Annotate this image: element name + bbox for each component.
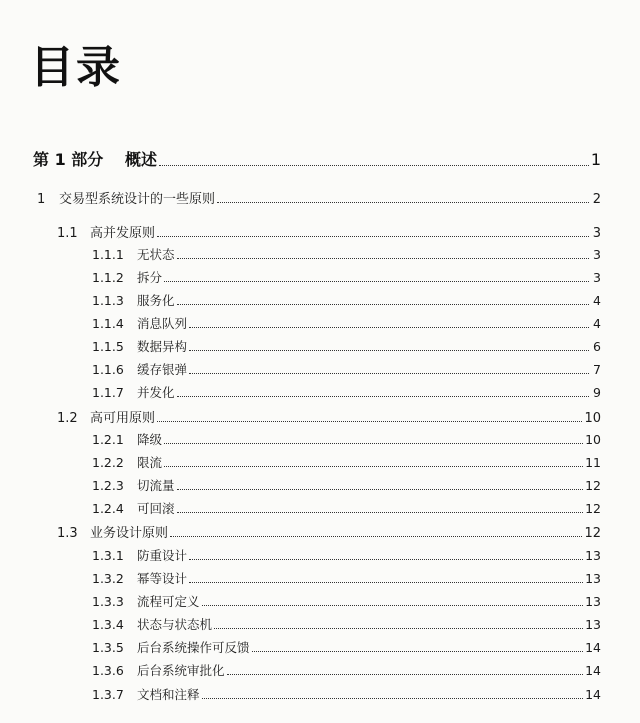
toc-entry-page: 14 (585, 663, 601, 678)
toc-leader-dots (189, 559, 583, 560)
toc-entry-page: 13 (585, 571, 601, 586)
toc-entry-page: 12 (584, 526, 601, 541)
toc-entry-page: 10 (585, 432, 601, 447)
toc-entry[interactable] (57, 222, 601, 241)
toc-entry[interactable] (92, 638, 601, 656)
toc-entry[interactable] (92, 453, 601, 471)
toc-leader-dots (164, 443, 583, 444)
toc-entry-page: 13 (585, 617, 601, 632)
toc-entry-number: 1.2.2 (92, 455, 124, 470)
toc-entry-number: 1.2.4 (92, 501, 124, 516)
page-title: 目录 (30, 42, 122, 94)
toc-entry-number: 1.1 (57, 226, 78, 241)
toc-leader-dots (159, 165, 589, 166)
toc-entry[interactable] (92, 685, 601, 703)
toc-leader-dots (170, 536, 582, 537)
toc-entry-number: 1.2.1 (92, 432, 124, 447)
toc-entry-page: 13 (585, 548, 601, 563)
toc-entry-title: 业务设计原则 (90, 526, 169, 541)
toc-entry-title: 服务化 (137, 293, 175, 308)
toc-entry-number: 1.1.2 (92, 270, 124, 285)
toc-leader-dots (164, 466, 583, 467)
toc-leader-dots (177, 304, 589, 305)
toc-entry-title: 状态与状态机 (137, 617, 213, 632)
toc-leader-dots (214, 628, 583, 629)
toc-entry-page: 4 (593, 316, 601, 331)
toc-entry-page: 12 (585, 501, 601, 516)
toc-entry-title: 后台系统操作可反馈 (137, 640, 250, 655)
toc-entry-page: 7 (593, 362, 601, 377)
toc-entry[interactable] (92, 615, 601, 633)
toc-leader-dots (157, 236, 589, 237)
toc-entry-title: 高并发原则 (90, 226, 156, 241)
toc-entry-title: 可回滚 (137, 501, 175, 516)
toc-leader-dots (189, 350, 589, 351)
toc-leader-dots (202, 698, 584, 699)
toc-entry-number: 1.3.4 (92, 617, 124, 632)
toc-entry-title: 概述 (125, 150, 158, 169)
toc-entry-page: 14 (585, 687, 601, 702)
toc-entry-number: 1.2.3 (92, 478, 124, 493)
toc-entry[interactable] (92, 337, 601, 355)
toc-entry[interactable] (92, 245, 601, 263)
toc-entry-page: 13 (585, 594, 601, 609)
toc-leader-dots (202, 605, 584, 606)
toc-entry-page: 1 (590, 150, 601, 169)
toc-entry-page: 10 (584, 411, 601, 426)
toc-entry-number: 1 (37, 192, 46, 207)
toc-leader-dots (177, 512, 584, 513)
toc-leader-dots (252, 651, 584, 652)
toc-entry-title: 幂等设计 (137, 571, 188, 586)
toc-entry-page: 3 (593, 270, 601, 285)
toc-entry-number: 1.3.7 (92, 687, 124, 702)
toc-entry-page: 9 (593, 385, 601, 400)
toc-entry-title: 高可用原则 (90, 411, 156, 426)
toc-entry-page: 12 (585, 478, 601, 493)
toc-entry-title: 并发化 (137, 385, 175, 400)
toc-leader-dots (189, 373, 589, 374)
toc-leader-dots (177, 396, 589, 397)
toc-entry-number: 1.3.1 (92, 548, 124, 563)
toc-entry[interactable] (92, 360, 601, 378)
toc-entry[interactable] (33, 147, 601, 170)
toc-entry-title: 限流 (137, 455, 163, 470)
toc-entry[interactable] (57, 522, 601, 541)
toc-entry[interactable] (92, 546, 601, 564)
toc-entry-page: 11 (585, 455, 601, 470)
toc-entry-page: 3 (592, 226, 601, 241)
toc-entry-number: 1.1.5 (92, 339, 124, 354)
toc-entry[interactable] (92, 592, 601, 610)
toc-entry[interactable] (92, 499, 601, 517)
toc-entry-title: 无状态 (137, 247, 175, 262)
toc-entry-number: 1.3 (57, 526, 78, 541)
toc-entry-number: 1.3.3 (92, 594, 124, 609)
toc-entry-number: 1.3.5 (92, 640, 124, 655)
toc-entry-title: 缓存银弹 (137, 362, 188, 377)
toc-entry-page: 14 (585, 640, 601, 655)
toc-entry-title: 消息队列 (137, 316, 188, 331)
toc-leader-dots (217, 202, 589, 203)
toc-entry-number: 1.3.6 (92, 663, 124, 678)
toc-leader-dots (177, 258, 589, 259)
toc-entry-title: 数据异构 (137, 339, 188, 354)
toc-leader-dots (157, 421, 582, 422)
toc-entry-number: 1.3.2 (92, 571, 124, 586)
toc-entry[interactable] (92, 383, 601, 401)
toc-entry-title: 交易型系统设计的一些原则 (59, 192, 216, 207)
toc-entry-number: 1.1.1 (92, 247, 124, 262)
toc-entry-title: 后台系统审批化 (137, 663, 225, 678)
toc-entry-page: 4 (593, 293, 601, 308)
toc-entry-title: 降级 (137, 432, 163, 447)
toc-entry-number: 1.1.7 (92, 385, 124, 400)
toc-entry-number: 1.1.3 (92, 293, 124, 308)
toc-entry[interactable] (92, 268, 601, 286)
toc-entry[interactable] (92, 661, 601, 679)
toc-leader-dots (164, 281, 589, 282)
toc-leader-dots (177, 489, 584, 490)
toc-entry[interactable] (92, 569, 601, 587)
toc-entry[interactable] (57, 407, 601, 426)
toc-entry-title: 拆分 (137, 270, 163, 285)
toc-entry[interactable] (92, 314, 601, 332)
toc-entry-title: 防重设计 (137, 548, 188, 563)
toc-entry[interactable] (92, 430, 601, 448)
toc-entry[interactable] (37, 188, 601, 207)
toc-entry-number: 1.1.6 (92, 362, 124, 377)
toc-entry-page: 6 (593, 339, 601, 354)
toc-leader-dots (227, 674, 584, 675)
toc-leader-dots (189, 327, 589, 328)
toc-entry[interactable] (92, 476, 601, 494)
toc-entry-page: 2 (592, 192, 601, 207)
toc-entry-title: 流程可定义 (137, 594, 200, 609)
toc-leader-dots (189, 582, 583, 583)
toc-entry-number: 1.2 (57, 411, 78, 426)
toc-entry-page: 3 (593, 247, 601, 262)
toc-entry-number: 第 1 部分 (33, 150, 104, 169)
toc-entry[interactable] (92, 291, 601, 309)
toc-entry-number: 1.1.4 (92, 316, 124, 331)
toc-entry-title: 切流量 (137, 478, 175, 493)
toc-entry-title: 文档和注释 (137, 687, 200, 702)
